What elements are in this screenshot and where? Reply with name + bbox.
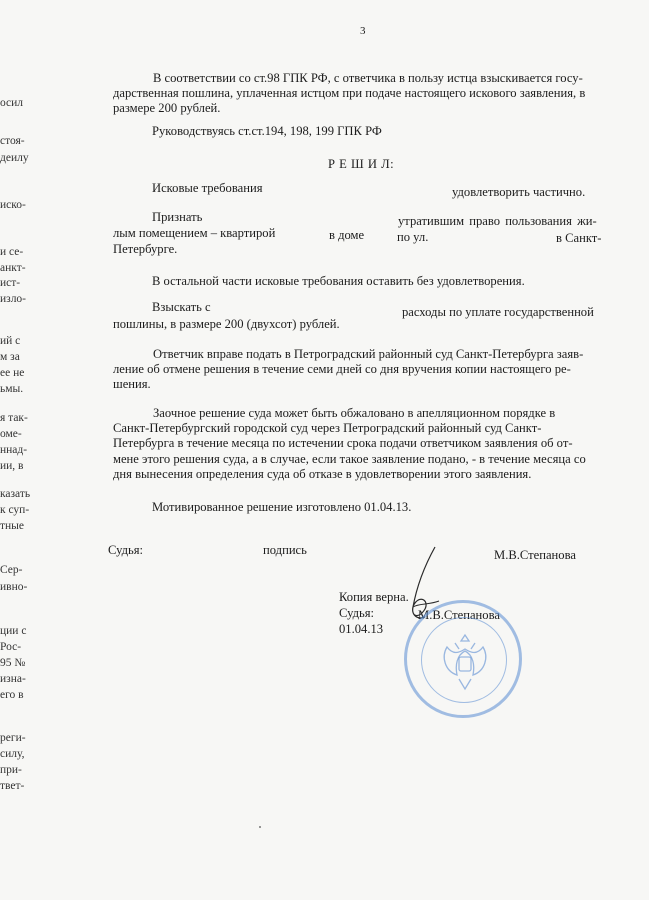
claims-label: Исковые требования — [152, 181, 263, 195]
recognize-text: утратившим право пользования жи- — [398, 214, 597, 228]
paragraph-remaining-claims: В остальной части исковые требования оставить без удовлетворения. — [152, 274, 525, 288]
recognize-label: Признать — [152, 210, 203, 224]
margin-fragment: Рос- — [0, 641, 22, 653]
margin-fragment: осил — [0, 97, 24, 109]
margin-fragment: ее не — [0, 367, 25, 379]
margin-fragment: его в — [0, 689, 24, 701]
eagle-emblem-icon — [435, 627, 495, 695]
recover-text: расходы по уплате государственной — [402, 305, 594, 319]
recognize-line2-d: в Санкт- — [556, 231, 602, 245]
margin-fragment: и се- — [0, 246, 24, 258]
text-line: В соответствии со ст.98 ГПК РФ, с ответчика в пользу истца взыскивается госу- — [153, 71, 583, 85]
text-line: Заочное решение суда может быть обжаловано в апелляционном порядке в — [153, 406, 556, 420]
margin-fragment: иско- — [0, 199, 26, 211]
margin-fragment: 95 № — [0, 657, 26, 669]
court-seal — [404, 600, 522, 718]
recover-line2: пошлины, в размере 200 (двухсот) рублей. — [113, 317, 340, 331]
margin-fragment: изло- — [0, 293, 27, 305]
paragraph-state-duty — [113, 71, 607, 117]
recognize-line2-c: по ул. — [397, 230, 429, 244]
margin-fragment: казать — [0, 488, 31, 500]
text-line: дарственная пошлина, уплаченная истцом при подаче настоящего искового заявления, в — [113, 86, 586, 101]
recover-label: Взыскать с — [152, 300, 211, 314]
recognize-line2-a: лым помещением – квартирой — [113, 226, 276, 240]
judge-label: Судья: — [108, 543, 144, 557]
margin-fragment: Сер- — [0, 564, 23, 576]
margin-fragment: стоя- — [0, 135, 25, 147]
text-line: ление об отмене решения в течение семи дней со дня вручения копии настоящего ре- — [113, 362, 571, 377]
recognize-line2-b: в доме — [329, 228, 365, 242]
copy-true-label: Копия верна. — [339, 590, 409, 604]
text-line: размере 200 рублей. — [113, 101, 221, 116]
claims-decision: удовлетворить частично. — [452, 185, 586, 199]
text-line: дня вынесения определения суда об отказе в удовлетворении этого заявления. — [113, 466, 532, 481]
page-number: 3 — [360, 25, 366, 37]
copy-judge-label: Судья: — [339, 606, 375, 620]
margin-fragment: ции с — [0, 625, 27, 637]
recognize-line3: Петербурге. — [113, 242, 178, 256]
paragraph-respondent-right — [113, 347, 607, 393]
margin-fragment: ий с — [0, 335, 21, 347]
judge-name: М.В.Степанова — [494, 548, 576, 562]
text-line: Петербурга в течение месяца по истечении срока подачи ответчиком заявления об от- — [113, 436, 573, 451]
margin-fragment: ивно- — [0, 581, 28, 593]
margin-fragment: ннад- — [0, 444, 28, 456]
copy-date: 01.04.13 — [339, 622, 384, 636]
margin-fragment: ии, в — [0, 460, 24, 472]
margin-fragment: к суп- — [0, 504, 30, 516]
text-line: Ответчик вправе подать в Петроградский районный суд Санкт-Петербурга заяв- — [153, 347, 584, 361]
margin-fragment: м за — [0, 351, 20, 363]
text-line: шения. — [113, 377, 151, 392]
margin-fragment: ист- — [0, 277, 21, 289]
text-line: мене этого решения суда, а в случае, если такое заявление подано, - в течение месяца со — [113, 451, 586, 466]
copy-judge-name: М.В.Степанова — [418, 608, 500, 622]
margin-fragment: я так- — [0, 412, 28, 424]
margin-fragment: анкт- — [0, 262, 26, 274]
margin-fragment: тные — [0, 520, 25, 532]
margin-fragment: при- — [0, 764, 22, 776]
margin-fragment: силу, — [0, 748, 25, 760]
resolved-heading: Р Е Ш И Л: — [328, 157, 395, 171]
signature-word: подпись — [263, 543, 307, 557]
margin-fragment: изна- — [0, 673, 26, 685]
speck — [259, 826, 261, 828]
text-line: Санкт-Петербургский городской суд через Петроградский районный суд Санкт- — [113, 421, 542, 436]
margin-fragment: оме- — [0, 428, 22, 440]
paragraph-reasoned-decision: Мотивированное решение изготовлено 01.04.13. — [152, 500, 412, 514]
paragraph-guided-by: Руководствуясь ст.ст.194, 198, 199 ГПК РФ — [152, 124, 382, 138]
margin-fragment: твет- — [0, 780, 25, 792]
margin-fragment: ьмы. — [0, 383, 24, 395]
margin-fragment: реги- — [0, 732, 26, 744]
margin-fragment: деилу — [0, 152, 29, 164]
paragraph-appeal — [113, 406, 607, 482]
